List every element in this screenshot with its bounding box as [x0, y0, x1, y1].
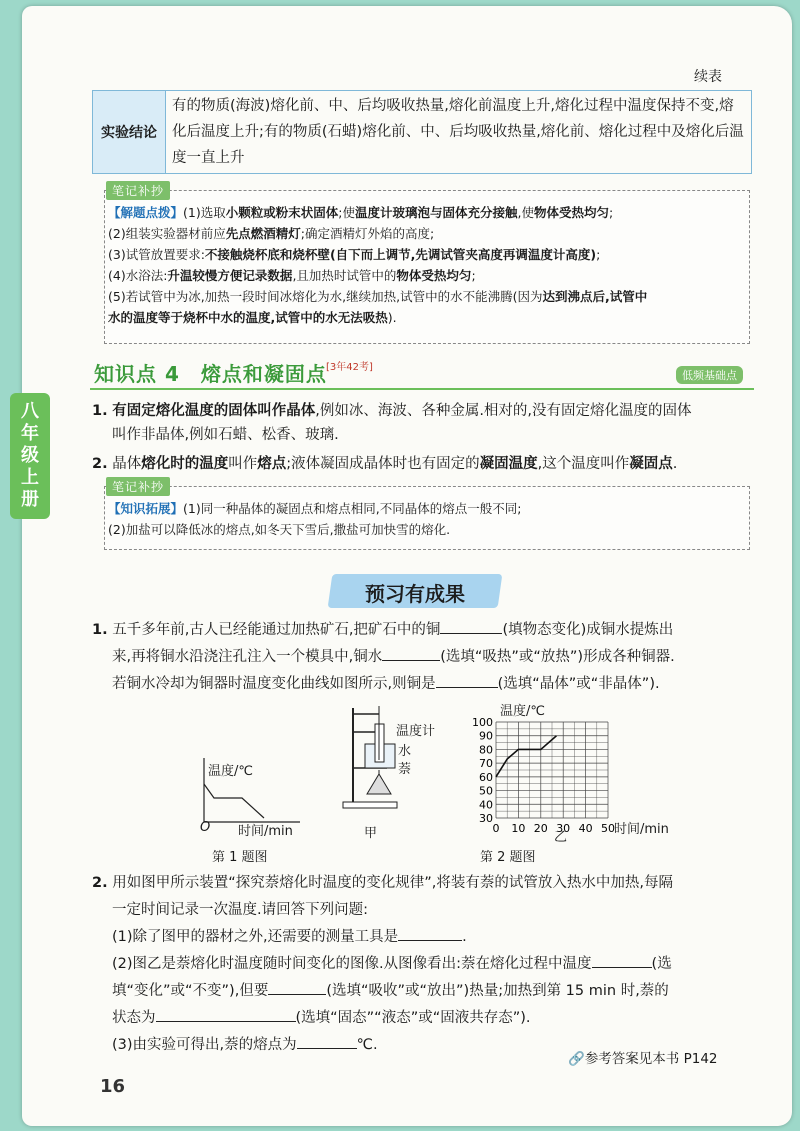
y-tick-label: 100	[472, 716, 493, 729]
fig2-caption: 第 2 题图	[480, 850, 536, 865]
conclusion-label: 实验结论	[93, 91, 166, 174]
point-2: 2. 晶体熔化时的温度叫作熔点;液体凝固成晶体时也有固定的凝固温度,这个温度叫作凝固点.	[92, 456, 678, 472]
fig2-ylabel: 温度/℃	[500, 704, 545, 719]
x-tick-label: 40	[578, 822, 593, 835]
note1-line4: (4)水浴法:升温较慢方便记录数据,且加热时试管中的物体受热均匀;	[108, 268, 476, 283]
note-tag-2: 笔记补抄	[106, 477, 170, 496]
fig2-sub: 乙	[554, 830, 568, 845]
fig-jia-apparatus	[335, 702, 405, 814]
y-tick-label: 80	[479, 743, 493, 757]
q1-blank-2[interactable]	[382, 646, 440, 661]
x-tick-label: 20	[533, 822, 548, 835]
fig-jia-label-naphthalene: 萘	[398, 762, 412, 777]
q2-blank-5[interactable]	[297, 1034, 357, 1049]
note1-line1: 【解题点拨】(1)选取小颗粒或粉末状固体;使温度计玻璃泡与固体充分接触,使物体受热均匀;	[108, 205, 614, 220]
x-tick-label: 0	[492, 822, 500, 835]
q2-blank-3[interactable]	[268, 980, 326, 995]
fig1-origin: O	[200, 820, 211, 835]
note1-line3: (3)试管放置要求:不接触烧杯底和烧杯壁(自下而上调节,先调试管夹高度再调温度计高度);	[108, 247, 601, 262]
page-number: 16	[100, 1076, 126, 1097]
conclusion-table	[92, 90, 752, 174]
fig-jia-label-water: 水	[398, 744, 412, 759]
x-tick-label: 10	[511, 822, 526, 835]
note-tag-1: 笔记补抄	[106, 181, 170, 200]
answer-reference: 🔗参考答案见本书 P142	[568, 1051, 718, 1067]
y-tick-label: 60	[479, 770, 493, 784]
section-title: 知识点 4 熔点和凝固点	[94, 362, 327, 386]
fig1-cooling-curve	[204, 784, 264, 818]
q1-blank-3[interactable]	[436, 673, 498, 688]
continued-label: 续表	[694, 69, 722, 85]
q2-blank-2[interactable]	[592, 953, 652, 968]
fig-jia-caption: 甲	[364, 826, 378, 841]
note2-line1: 【知识拓展】(1)同一种晶体的凝固点和熔点相同,不同晶体的熔点一般不同;	[108, 501, 522, 516]
question-1: 1. 五千多年前,古人已经能通过加热矿石,把矿石中的铜 (填物态变化)成铜水提炼出 来,再将铜水沿浇注孔注入一个模具中,铜水 (选填“吸热”或“放热”)形成各种铜器. 若铜水冷却为铜器时温度变化曲线如图所示,则铜是 (选填“晶体”或“非晶体”).	[92, 617, 756, 698]
note2-content	[108, 498, 748, 540]
fig2-chart	[460, 714, 640, 846]
practice-title: 预习有成果	[365, 582, 465, 606]
point-1: 1. 有固定熔化温度的固体叫作晶体,例如冰、海波、各种金属.相对的,没有固定熔化温度的固体 叫作非晶体,例如石蜡、松香、玻璃.	[92, 403, 692, 443]
q2-blank-1[interactable]	[398, 926, 462, 941]
question-2: 2. 用如图甲所示装置“探究萘熔化时温度的变化规律”,将装有萘的试管放入热水中加热,每隔 一定时间记录一次温度.请回答下列问题: (1)除了图甲的器材之外,还需要的测量工具是 . (2)图乙是萘熔化时温度随时间变化的图像.从图像看出:萘在熔化过程中温度 (选 填“变化”或“不变”),但要 (选填“吸收”或“放出”)热量;加热到第 15 min 时,萘的 状态为 (选填“固态”“液态”或“固液共存态”). (3)由实验可得出,萘的熔点为 ℃.	[92, 875, 673, 1053]
grade-side-tab: 八 年 级 上 册	[10, 393, 50, 519]
fig1-ylabel: 温度/℃	[208, 764, 253, 779]
link-icon: 🔗	[568, 1051, 585, 1067]
y-tick-label: 40	[479, 798, 493, 812]
conclusion-text: 有的物质(海波)熔化前、中、后均吸收热量,熔化前温度上升,熔化过程中温度保持不变,熔化后温度上升;有的物质(石蜡)熔化前、中、后均吸收热量,熔化前、熔化过程中及熔化后温度一直上升	[166, 91, 752, 174]
y-tick-label: 70	[479, 757, 493, 771]
note1-line5: (5)若试管中为冰,加热一段时间冰熔化为水,继续加热,试管中的水不能沸腾(因为达到沸点后,试管中	[108, 289, 648, 304]
note2-line2: (2)加盐可以降低冰的熔点,如冬天下雪后,撒盐可加快雪的熔化.	[108, 522, 451, 537]
y-tick-label: 90	[479, 729, 493, 743]
note1-line6: 水的温度等于烧杯中水的温度,试管中的水无法吸热).	[108, 310, 397, 325]
note1-content	[108, 202, 748, 328]
y-tick-label: 30	[479, 812, 493, 825]
x-tick-label: 30	[556, 822, 571, 835]
fig-jia-label-thermometer: 温度计	[396, 724, 436, 739]
fig1-caption: 第 1 题图	[212, 850, 268, 865]
x-tick-label: 50	[601, 822, 615, 835]
fig2-xlabel: 时间/min	[614, 822, 669, 837]
section-badge: 低频基础点	[676, 366, 743, 384]
q1-blank-1[interactable]	[440, 619, 502, 634]
alcohol-lamp	[367, 774, 391, 794]
y-tick-label: 50	[479, 784, 493, 798]
fig1-xlabel: 时间/min	[238, 824, 293, 839]
section-frequency: [3年42考]	[326, 362, 373, 373]
q2-blank-4[interactable]	[156, 1007, 296, 1022]
note1-line2: (2)组装实验器材前应先点燃酒精灯;确定酒精灯外焰的高度;	[108, 226, 435, 241]
